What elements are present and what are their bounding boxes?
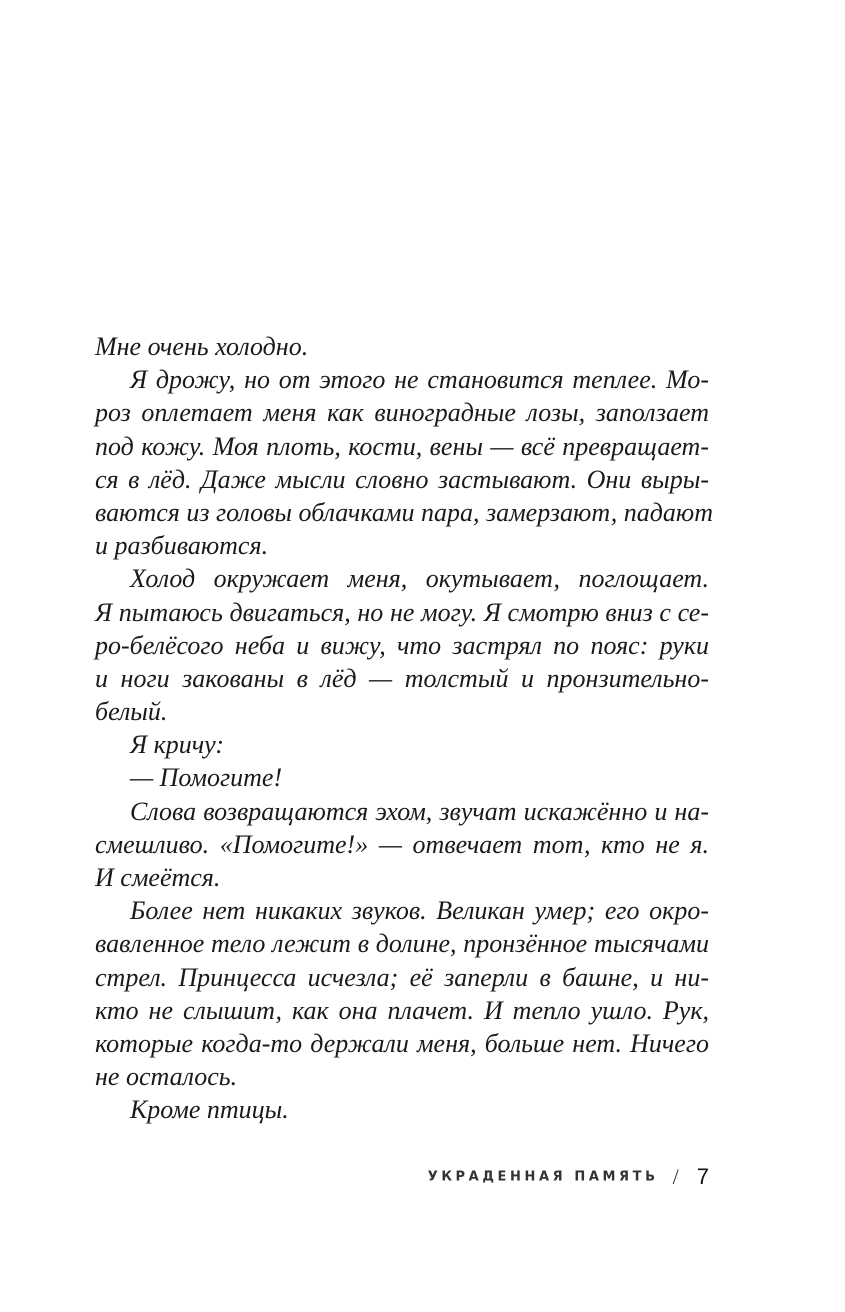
text-line: которые когда-то держали меня, больше нет. Ничего bbox=[95, 1028, 709, 1058]
body-text bbox=[95, 330, 714, 1127]
running-title: УКРАДЕННАЯ ПАМЯТЬ bbox=[427, 1169, 659, 1185]
text-line: ро-белёсого неба и вижу, что застрял по пояс: руки bbox=[95, 630, 709, 660]
text-line: белый. bbox=[95, 697, 168, 727]
text-line: Кроме птицы. bbox=[130, 1095, 289, 1125]
text-line: не осталось. bbox=[95, 1062, 238, 1092]
footer-separator: / bbox=[672, 1164, 679, 1189]
text-line: Более нет никаких звуков. Великан умер; его окро- bbox=[130, 896, 709, 926]
text-line: Слова возвращаются эхом, звучат искажённо и на- bbox=[130, 796, 709, 826]
text-line: — Помогите! bbox=[130, 763, 283, 793]
text-line: смешливо. «Помогите!» — отвечает тот, кто не я. bbox=[95, 829, 709, 859]
text-line: И смеётся. bbox=[95, 863, 221, 892]
text-line: ся в лёд. Даже мысли словно застывают. Они выры- bbox=[95, 464, 709, 494]
text-line: Я кричу: bbox=[130, 730, 225, 760]
text-line: кто не слышит, как она плачет. И тепло ушло. Рук, bbox=[95, 995, 709, 1025]
text-line: Холод окружает меня, окутывает, поглощает. bbox=[130, 564, 709, 594]
text-line: Я дрожу, но от этого не становится теплее. Мо- bbox=[130, 365, 709, 395]
text-line: вавленное тело лежит в долине, пронзённое тысячами bbox=[95, 929, 709, 959]
page-footer bbox=[95, 1164, 709, 1200]
text-line: стрел. Принцесса исчезла; её заперли в башне, и ни- bbox=[95, 962, 709, 992]
text-line: Мне очень холодно. bbox=[95, 332, 309, 361]
text-line: ваются из головы облачками пара, замерзают, падают bbox=[95, 497, 714, 527]
text-line: и ноги закованы в лёд — толстый и пронзительно- bbox=[95, 663, 709, 693]
text-line: роз оплетает меня как виноградные лозы, заползает bbox=[95, 398, 709, 428]
text-line: и разбиваются. bbox=[95, 531, 269, 561]
text-line: Я пытаюсь двигаться, но не могу. Я смотрю вниз с се- bbox=[95, 597, 709, 627]
text-line: под кожу. Моя плоть, кости, вены — всё превращает- bbox=[95, 431, 709, 461]
page-number: 7 bbox=[696, 1164, 709, 1189]
